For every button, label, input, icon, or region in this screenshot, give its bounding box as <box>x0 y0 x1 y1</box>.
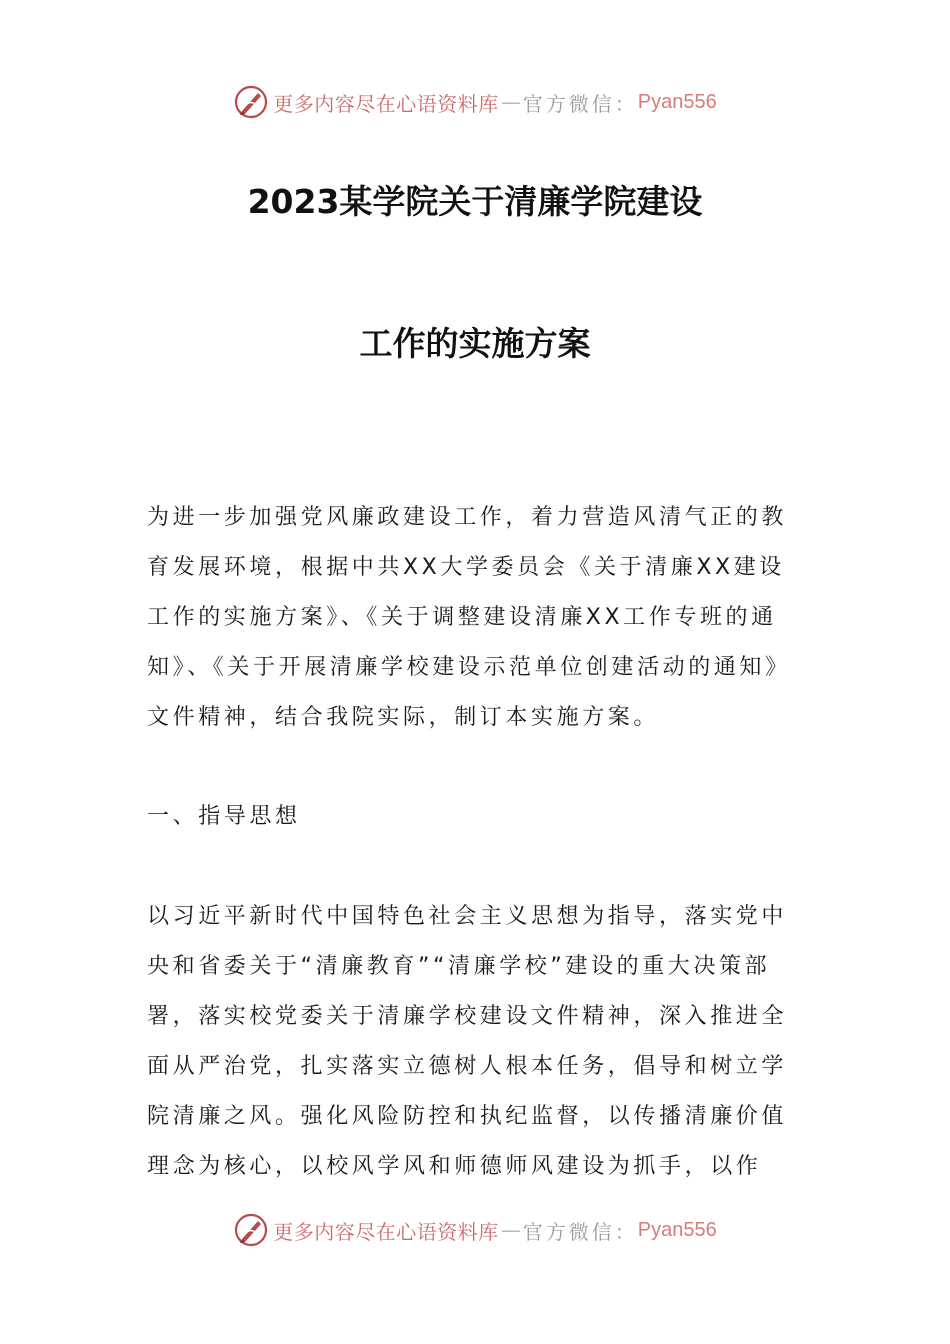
watermark-separator: — <box>500 1218 521 1242</box>
pen-logo-icon <box>233 1212 269 1248</box>
watermark-brand-text: 更多内容尽在心语资料库 <box>273 91 499 116</box>
section-heading-guiding-ideology: 一、指导思想 <box>147 804 301 829</box>
watermark-separator: — <box>500 90 521 114</box>
pen-logo-icon <box>233 84 269 120</box>
watermark-label: 官方微信： <box>522 91 638 116</box>
watermark-brand-text: 更多内容尽在心语资料库 <box>273 1219 499 1244</box>
section1-paragraph: 以习近平新时代中国特色社会主义思想为指导，落实党中央和省委关于“清廉教育”“清廉学校”建设的重大决策部署，落实校党委关于清廉学校建设文件精神，深入推进全面从严治党，扎实落实立德树人根本任务，倡导和树立学院清廉之风。强化风险防控和执纪监督，以传播清廉价值理念为核心，以校风学风和师德师风建设为抓手，以作 <box>147 904 788 1179</box>
watermark-banner-bottom <box>0 1210 950 1250</box>
watermark-wechat-id: Pyan556 <box>637 90 717 113</box>
document-title-line2: 工作的实施方案 <box>359 324 591 363</box>
watermark-wechat-id: Pyan556 <box>637 1218 717 1241</box>
watermark-banner-top <box>0 82 950 122</box>
intro-paragraph: 为进一步加强党风廉政建设工作，着力营造风清气正的教育发展环境，根据中共XX大学委员会《关于清廉XX建设工作的实施方案》、《关于调整建设清廉XX工作专班的通知》、《关于开展清廉学校建设示范单位创建活动的通知》文件精神，结合我院实际，制订本实施方案。 <box>147 505 791 730</box>
watermark-label: 官方微信： <box>522 1219 638 1244</box>
document-title-line1: 2023某学院关于清廉学院建设 <box>247 182 703 221</box>
